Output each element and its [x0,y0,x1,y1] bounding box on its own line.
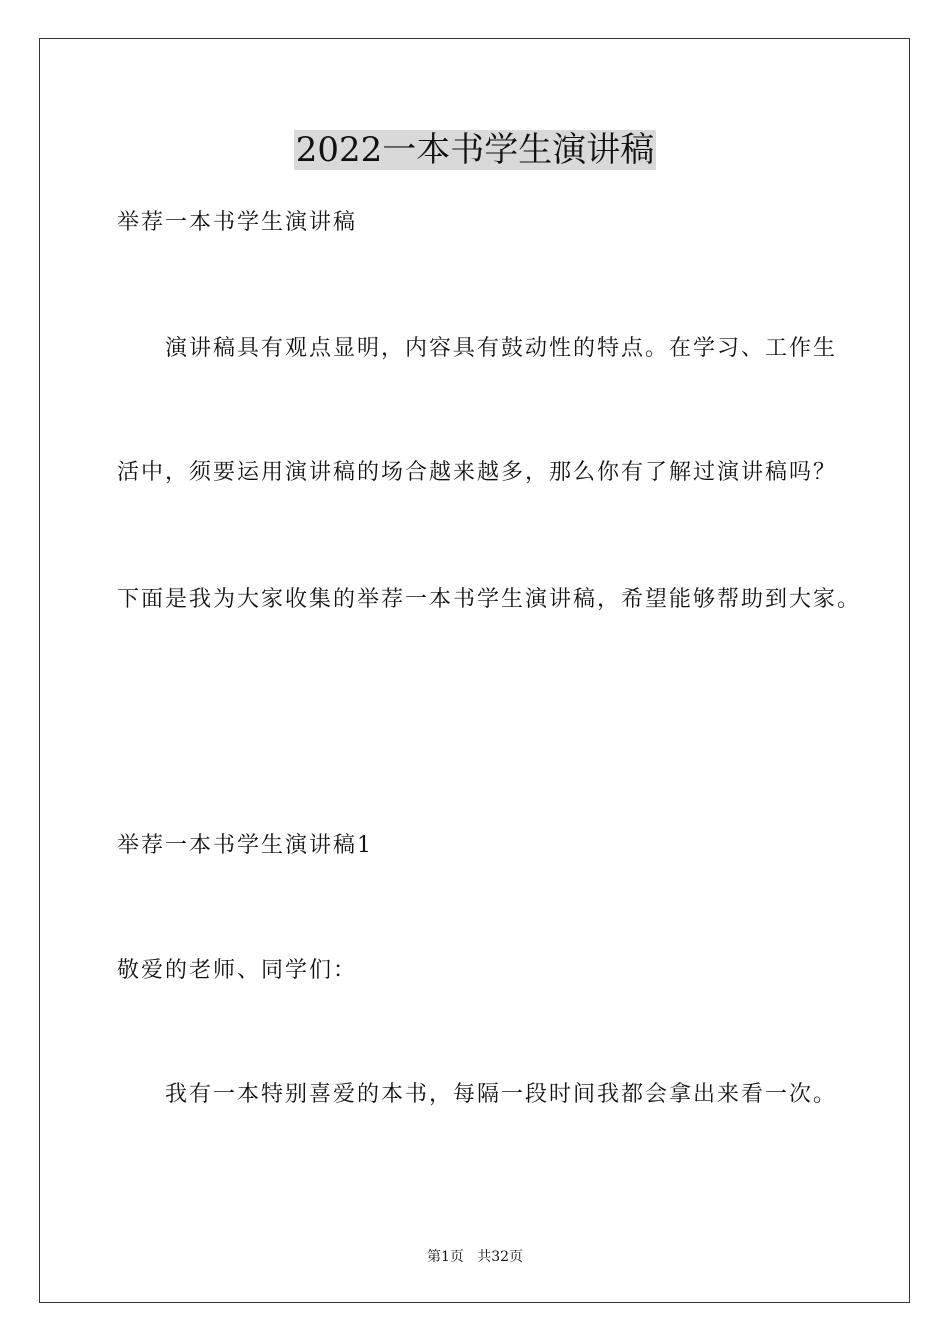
page-number-footer: 第1页 共32页 [426,1249,524,1265]
paragraph-line: 下面是我为大家收集的举荐一本书学生演讲稿，希望能够帮助到大家。 [117,587,862,612]
document-title [0,128,950,172]
body-paragraph: 我有一本特别喜爱的本书，每隔一段时间我都会拿出来看一次。 [165,1082,838,1107]
salutation: 敬爱的老师、同学们： [117,958,358,983]
section-heading: 举荐一本书学生演讲稿1 [117,833,373,858]
document-subtitle: 举荐一本书学生演讲稿 [117,210,358,235]
paragraph-line: 活中，须要运用演讲稿的场合越来越多，那么你有了解过演讲稿吗？ [117,460,838,485]
paragraph-line: 演讲稿具有观点显明，内容具有鼓动性的特点。在学习、工作生 [165,336,838,361]
document-title-text: 2022一本书学生演讲稿 [295,130,655,170]
